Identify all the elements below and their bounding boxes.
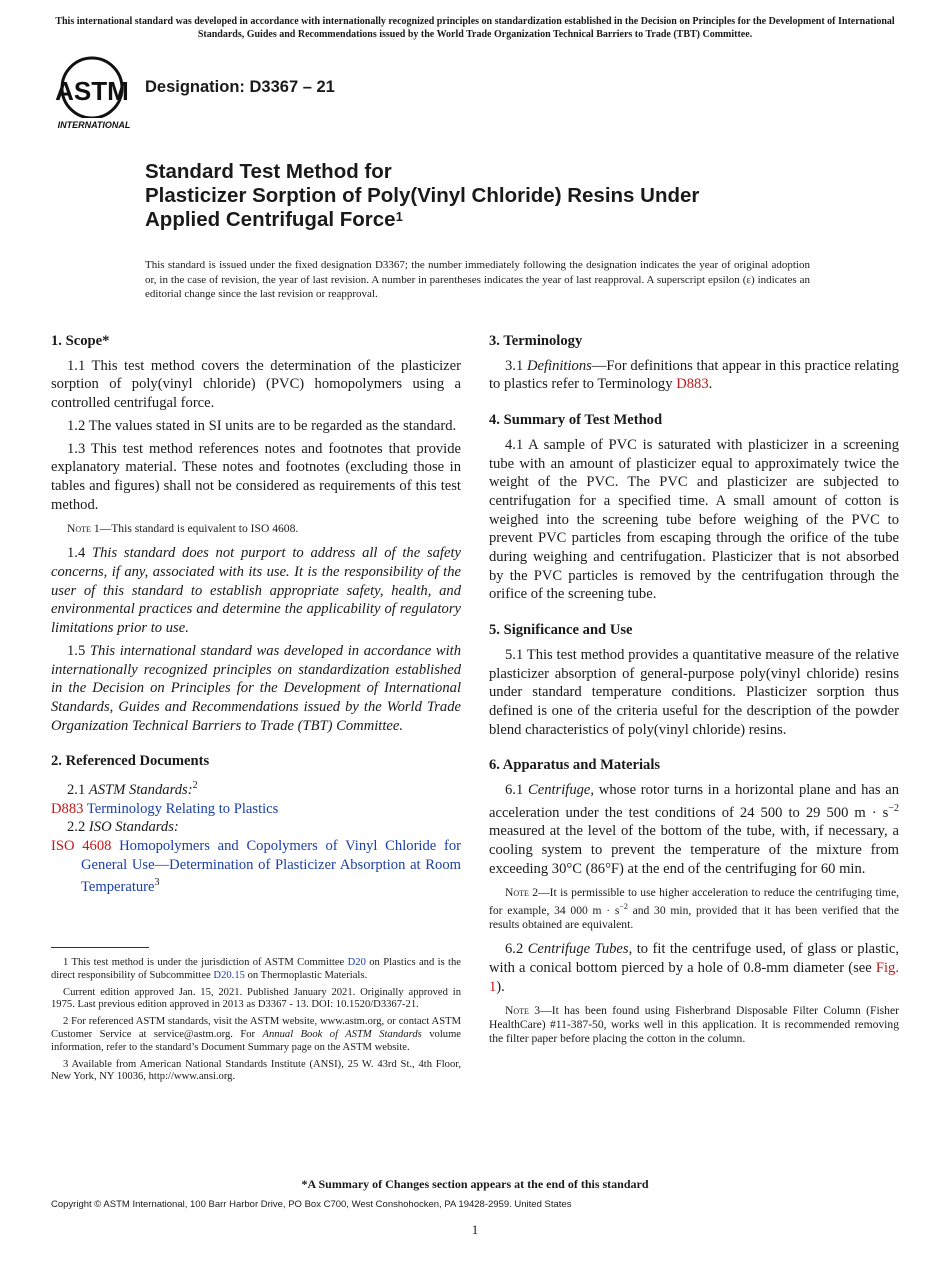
page-number: 1: [471, 1222, 479, 1237]
note-1: [51, 522, 461, 536]
note-2-label: Note 2: [505, 886, 539, 900]
section-4-heading: 4. Summary of Test Method: [489, 412, 663, 429]
title-line-2: Plasticizer Sorption of Poly(Vinyl Chloride) Resins Under: [145, 184, 700, 207]
link-d20-15[interactable]: D20.15: [213, 969, 245, 981]
centrifuge-tubes-label: Centrifuge Tubes,: [527, 941, 633, 958]
title-line-1: Standard Test Method for: [145, 160, 392, 183]
link-iso-4608-title[interactable]: Homopolymers and Copolymers of Vinyl Chloride for General Use—Determination of Plasticizer Absorption at Room Temperature: [81, 838, 461, 896]
section-6-heading: 6. Apparatus and Materials: [489, 757, 661, 774]
issuance-note: This standard is issued under the fixed designation D3367; the number immediately following the designation indicates the year of original adoption or, in the case of revision, the year of last revision. A number in parentheses indicates the year of last reapproval. A superscript epsilon (ε) indicates an editorial change since the last revision or reapproval.: [145, 259, 810, 300]
note-1-text: —This standard is equivalent to ISO 4608.: [99, 522, 299, 536]
astm-logo: [52, 56, 136, 132]
ref-d883: [51, 800, 461, 819]
note-2-a: —It is permissible to use higher acceleration to reduce the centrifuging time, for example, 34 000 m · s: [489, 886, 899, 918]
para-4-1: 4.1 A sample of PVC is saturated with plasticizer in a screening tube with an amount of plasticizer equal to approximately twice the weight of the PVC. The PVC and plasticizer are subjected to centrifugation for a specified time. A small amount of cotton is weighed into the screening tube before weighing of the PVC to prevent PVC particles from escaping through the orifice of the tube during weighing and centrifugation. Plasticizer that is not absorbed by the PVC particles is removed by the centrifugation through the orifice of the screening tube.: [489, 436, 899, 603]
document-title: [145, 160, 865, 232]
ref-iso-4608: [51, 837, 461, 897]
para-6-1-a: whose rotor turns in a horizontal plane and has an acceleration under the test conditions of 24 500 to 29 500 m · s: [489, 782, 900, 821]
para-1-4-text: This standard does not purport to address all of the safety concerns, if any, associated with its use. It is the responsibility of the user of this standard to establish appropriate safety, health, and environmental practices and determine the applicability of regulatory limitations prior to use.: [51, 545, 461, 637]
para-1-4: [51, 544, 461, 638]
footnote-ref-2: 2: [192, 780, 198, 792]
footnote-2-a: 2 For referenced ASTM standards, visit the ASTM website, www.astm.org, or contact ASTM Customer Service at service@astm.org. For: [51, 1016, 461, 1040]
para-6-1-b: measured at the level of the bottom of the tube, with, if necessary, a cooling system to prevent the temperature of the mixture from exceeding 30°C (86°F) at the end of the centrifuging for 60 min.: [489, 823, 899, 877]
summary-of-changes-note: *A Summary of Changes section appears at the end of this standard: [301, 1177, 649, 1191]
para-6-1-num: 6.1: [505, 782, 524, 799]
logo-bottom-text: INTERNATIONAL: [57, 120, 131, 130]
copyright: Copyright © ASTM International, 100 Barr Harbor Drive, PO Box C700, West Conshohocken, PA 19428-2959. United States: [51, 1199, 572, 1210]
note-3-label: Note 3: [505, 1004, 541, 1018]
para-6-2-num: 6.2: [505, 941, 524, 958]
title-line-3: [145, 208, 865, 232]
iso-standards-label: ISO Standards:: [88, 819, 179, 836]
para-3-1-text: —For definitions that appear in this practice relating to plastics refer to Terminology: [489, 357, 899, 393]
astm-standards-label: ASTM Standards:: [88, 781, 193, 798]
link-d883-title[interactable]: Terminology Relating to Plastics: [86, 800, 279, 817]
para-2-1-num: 2.1: [67, 781, 86, 798]
link-iso-4608[interactable]: ISO 4608: [51, 838, 112, 855]
para-6-2-a: to fit the centrifuge used, of glass or plastic, with a conical bottom pierced by a hole of 0.8-mm diameter (see: [489, 941, 900, 976]
para-6-1-exponent: −2: [888, 802, 899, 814]
top-banner: This international standard was developed in accordance with internationally recognized principles on standardization established in the Decision on Principles for the Development of International Standards, Guides and Recommendations issued by the World Trade Organization Technical Barriers to Trade (TBT) Committee.: [55, 16, 895, 40]
para-1-1: 1.1 This test method covers the determination of the plasticizer sorption of poly(vinyl chloride) (PVC) homopolymers using a controlled centrifugal force.: [51, 357, 461, 412]
centrifuge-label: Centrifuge,: [527, 782, 595, 799]
note-2-exponent: −2: [619, 902, 628, 912]
footnote-3: 3 Available from American National Standards Institute (ANSI), 25 W. 43rd St., 4th Floor, New York, NY 10036, http://www.ansi.org.: [51, 1058, 461, 1083]
footnotes: [51, 957, 461, 1088]
footnote-2: [51, 1016, 461, 1054]
para-2-2-num: 2.2: [67, 819, 86, 836]
right-column: [489, 332, 899, 1054]
left-column: [51, 332, 461, 897]
para-1-5-num: 1.5: [67, 642, 86, 659]
edition-note: Current edition approved Jan. 15, 2021. Published January 2021. Originally approved in 1975. Last previous edition approved in 2013 as D3367 - 13. DOI: 10.1520/D3367-21.: [51, 986, 461, 1011]
para-1-5: [51, 642, 461, 736]
para-6-1: [489, 781, 899, 878]
note-3: [489, 1004, 899, 1046]
footnote-ref-3: 3: [154, 877, 160, 889]
footnote-2-b: volume information, refer to the standard’s Document Summary page on the ASTM website.: [51, 1028, 462, 1053]
section-1-heading: 1. Scope*: [51, 333, 110, 349]
logo-top-text: ASTM: [55, 76, 129, 106]
footnote-1-b: on Plastics and is the direct responsibility of Subcommittee: [51, 957, 461, 981]
note-2: [489, 886, 899, 932]
designation: Designation: D3367 – 21: [145, 78, 335, 96]
footnote-2-italic: Annual Book of ASTM Standards: [262, 1028, 422, 1040]
para-1-3: 1.3 This test method references notes and footnotes that provide explanatory material. These notes and footnotes (excluding those in tables and figures) shall not be considered as requirements of this test method.: [51, 440, 461, 513]
link-d20[interactable]: D20: [347, 957, 366, 968]
footnote-rule: [51, 947, 149, 948]
para-5-1: 5.1 This test method provides a quantitative measure of the relative plasticizer absorption of general-purpose poly(vinyl chloride) resins under standard temperature conditions. Plasticizer sorption thus defined is one of the criteria useful for the description of the powder blend characteristics of poly(vinyl chloride) resins.: [489, 646, 899, 738]
para-1-4-num: 1.4: [67, 545, 86, 562]
section-2-heading: 2. Referenced Documents: [51, 753, 210, 770]
para-1-2: 1.2 The values stated in SI units are to be regarded as the standard.: [67, 417, 457, 434]
footnote-1-a: 1 This test method is under the jurisdiction of ASTM Committee: [63, 957, 345, 968]
link-fig-1[interactable]: Fig. 1: [489, 960, 899, 995]
note-1-label: Note 1: [67, 522, 100, 536]
para-6-2-end: ).: [496, 978, 505, 995]
title-footnote-mark: 1: [395, 209, 403, 224]
para-3-1-num: 3.1: [505, 357, 524, 374]
para-6-2: [489, 940, 899, 996]
link-d883-inline[interactable]: D883: [676, 376, 709, 393]
title-line-3-text: Applied Centrifugal Force: [145, 208, 396, 231]
note-2-b: and 30 min, provided that it has been verified that the results obtained are equivalent.: [489, 904, 899, 932]
para-3-1: [489, 357, 899, 394]
footnote-1: [51, 957, 461, 983]
definitions-label: Definitions: [526, 357, 592, 374]
para-2-2: [67, 818, 461, 837]
section-5-heading: 5. Significance and Use: [489, 622, 633, 639]
para-1-5-text: This international standard was developed in accordance with internationally recognized principles on standardization established in the Decision on Principles for the Development of International Standards, Guides and Recommendations issued by the World Trade Organization Technical Barriers to Trade (TBT) Committee.: [51, 642, 462, 734]
para-2-1: [67, 777, 461, 800]
footnote-1-c: on Thermoplastic Materials.: [247, 969, 368, 981]
link-d883[interactable]: D883: [51, 800, 84, 817]
para-3-1-end: .: [708, 376, 713, 393]
note-3-text: —It has been found using Fisherbrand Disposable Filter Column (Fisher HealthCare) #11-387-50, works well in this application. It is recommended removing the filter paper before placing the cotton in the column.: [489, 1004, 899, 1046]
section-3-heading: 3. Terminology: [489, 333, 583, 349]
